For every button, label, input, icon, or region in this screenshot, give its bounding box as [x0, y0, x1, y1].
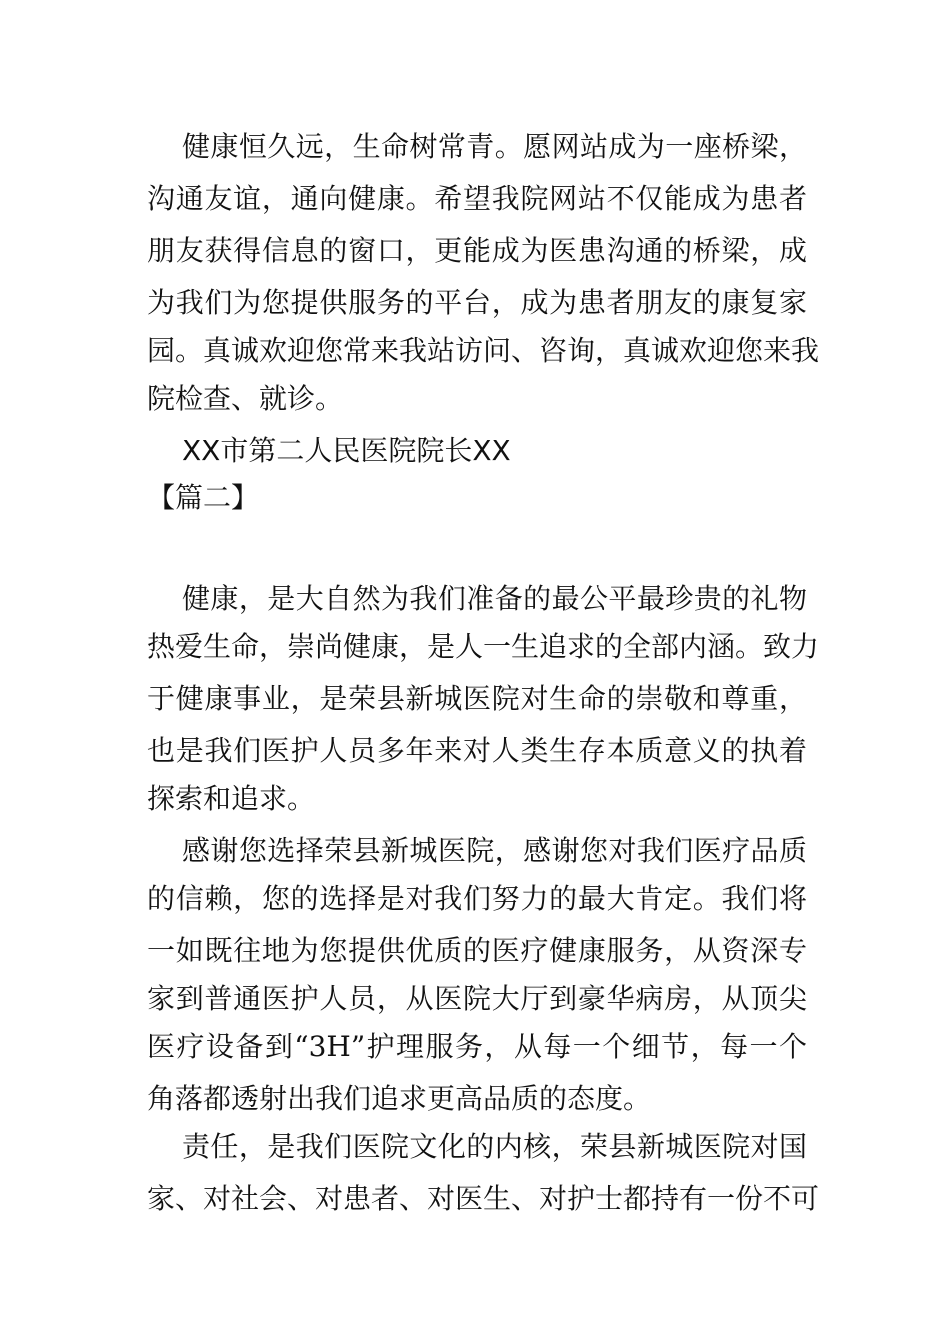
paragraph-2-line-5: 探索和追求。 [147, 782, 316, 815]
paragraph-3-line-3: 一如既往地为您提供优质的医疗健康服务，从资深专 [147, 934, 807, 967]
paragraph-3-line-2: 的信赖，您的选择是对我们努力的最大肯定。我们将 [147, 882, 807, 915]
paragraph-3-line-6: 角落都透射出我们追求更高品质的态度。 [147, 1082, 652, 1115]
paragraph-1-line-1: 健康恒久远，生命树常青。愿网站成为一座桥梁， [182, 130, 807, 163]
paragraph-3-line-4: 家到普通医护人员，从医院大厅到豪华病房，从顶尖 [147, 982, 807, 1015]
paragraph-2-line-2: 热爱生命，崇尚健康，是人一生追求的全部内涵。致力 [147, 630, 820, 663]
paragraph-1-line-4: 为我们为您提供服务的平台，成为患者朋友的康复家 [147, 286, 807, 319]
paragraph-1-line-3: 朋友获得信息的窗口，更能成为医患沟通的桥梁，成 [147, 234, 807, 267]
paragraph-4-line-2: 家、对社会、对患者、对医生、对护士都持有一份不可 [147, 1182, 820, 1215]
section-heading: 【篇二】 [147, 481, 260, 514]
paragraph-3-line-5: 医疗设备到“3H”护理服务，从每一个细节，每一个 [147, 1030, 807, 1063]
paragraph-2-line-3: 于健康事业，是荣县新城医院对生命的崇敬和尊重， [147, 682, 807, 715]
signature-line: XX市第二人民医院院长XX [182, 434, 511, 467]
paragraph-1-line-5: 园。真诚欢迎您常来我站访问、咨询，真诚欢迎您来我 [147, 334, 820, 367]
paragraph-2-line-1: 健康，是大自然为我们准备的最公平最珍贵的礼物 [182, 582, 807, 615]
paragraph-4-line-1: 责任，是我们医院文化的内核，荣县新城医院对国 [182, 1130, 807, 1163]
paragraph-1-line-6: 院检查、就诊。 [147, 382, 344, 415]
paragraph-1-line-2: 沟通友谊，通向健康。希望我院网站不仅能成为患者 [147, 182, 807, 215]
paragraph-3-line-1: 感谢您选择荣县新城医院，感谢您对我们医疗品质 [182, 834, 807, 867]
paragraph-2-line-4: 也是我们医护人员多年来对人类生存本质意义的执着 [147, 734, 807, 767]
